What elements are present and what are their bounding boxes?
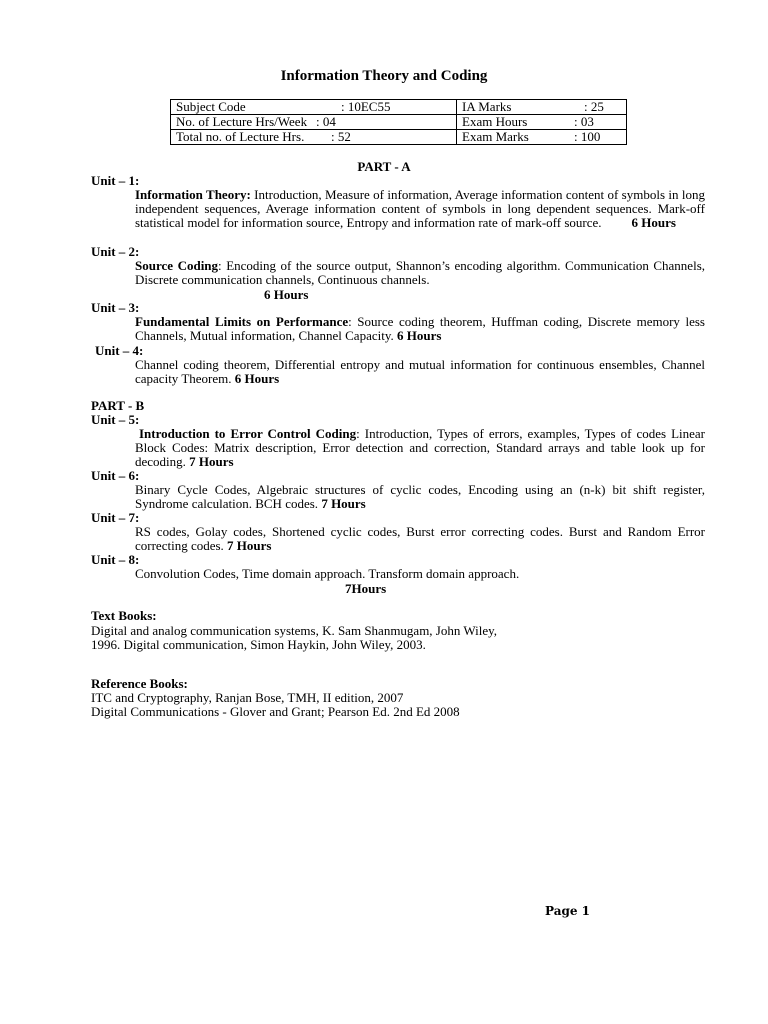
unit-1-text: Introduction, Measure of information, Average information content of symbols in long independent sequences, Average information content of symbols in long dependent sequences. Mark-off statistical model for information source, Entropy and information rate of mark-off source. (135, 187, 705, 231)
unit-1-label: Unit – 1: (91, 173, 140, 188)
unit-1-hours: 6 Hours (631, 215, 676, 231)
text-books-heading: Text Books: (91, 608, 157, 623)
unit-5-label: Unit – 5: (91, 412, 140, 427)
cell-value: : 52 (331, 129, 351, 144)
part-a-heading: PART - A (357, 159, 411, 174)
table-cell (171, 100, 457, 115)
unit-3-hours: 6 Hours (397, 328, 442, 344)
table-row (171, 115, 627, 130)
unit-3-body (135, 315, 705, 343)
unit-1-lead: Information Theory: (135, 187, 251, 202)
document-title: Information Theory and Coding (280, 68, 488, 84)
unit-2-hours: 6 Hours (264, 287, 309, 302)
unit-7-hours: 7 Hours (227, 538, 272, 554)
unit-4-hours: 6 Hours (234, 371, 280, 387)
unit-6-text: Binary Cycle Codes, Algebraic structures of cyclic codes, Encoding using an (n-k) bit shift register, Syndrome calculation. BCH codes. (135, 482, 705, 512)
table-cell (171, 130, 457, 145)
course-info-table (170, 99, 627, 145)
unit-6-body (135, 483, 705, 511)
table-row (171, 130, 627, 145)
table-cell (457, 130, 627, 145)
unit-7-label: Unit – 7: (91, 510, 140, 525)
table-cell (457, 115, 627, 130)
cell-label: Exam Hours (462, 114, 528, 129)
unit-3-text: : Source coding theorem, Huffman coding, Discrete memory less Channels, Mutual information, Channel Capacity. (135, 314, 705, 344)
cell-value: : 10EC55 (341, 99, 391, 114)
cell-value: : 03 (574, 114, 594, 129)
part-b-heading: PART - B (91, 398, 145, 413)
cell-label: IA Marks (462, 99, 512, 114)
reference-books-heading: Reference Books: (91, 676, 188, 691)
unit-5-hours: 7 Hours (189, 454, 234, 470)
unit-2-label: Unit – 2: (91, 244, 140, 259)
unit-5-lead: Introduction to Error Control Coding (139, 426, 357, 441)
unit-3-label: Unit – 3: (91, 300, 140, 315)
page-number: Page 1 (545, 904, 591, 918)
unit-3-lead: Fundamental Limits on Performance (135, 314, 349, 329)
unit-2-lead: Source Coding (135, 258, 219, 273)
cell-value: : 04 (316, 114, 336, 129)
unit-7-text: RS codes, Golay codes, Shortened cyclic codes, Burst error correcting codes. Burst and Random Error correcting codes. (135, 524, 705, 554)
table-row (171, 100, 627, 115)
text-book-line-1: Digital and analog communication systems, K. Sam Shanmugam, John Wiley, (91, 623, 498, 638)
text-book-line-2: 1996. Digital communication, Simon Haykin, John Wiley, 2003. (91, 637, 426, 652)
cell-label: No. of Lecture Hrs/Week (176, 114, 308, 129)
unit-6-label: Unit – 6: (91, 468, 140, 483)
unit-8-label: Unit – 8: (91, 552, 140, 567)
unit-5-body (135, 427, 705, 470)
cell-label: Total no. of Lecture Hrs. (176, 129, 305, 144)
reference-book-line-1: ITC and Cryptography, Ranjan Bose, TMH, II edition, 2007 (91, 690, 404, 705)
unit-7-body (135, 525, 705, 553)
cell-value: : 25 (584, 99, 604, 114)
cell-label: Exam Marks (462, 129, 529, 144)
unit-8-hours: 7Hours (345, 581, 387, 596)
unit-5-text: : Introduction, Types of errors, examples, Types of codes Linear Block Codes: Matrix description, Error detection and correction, Standard arrays and table look up for decoding. (135, 426, 706, 470)
unit-4-body (135, 358, 705, 386)
reference-book-line-2: Digital Communications - Glover and Grant; Pearson Ed. 2nd Ed 2008 (91, 704, 460, 719)
table-cell (457, 100, 627, 115)
unit-2-body (135, 259, 705, 287)
unit-6-hours: 7 Hours (321, 496, 366, 512)
unit-8-text: Convolution Codes, Time domain approach. Transform domain approach. (135, 566, 520, 581)
unit-4-label: Unit – 4: (95, 343, 144, 358)
unit-8-body (135, 567, 705, 581)
unit-2-text: : Encoding of the source output, Shannon’s encoding algorithm. Communication Channels, Discrete communication channels, Continuous channels. (135, 258, 705, 288)
cell-value: : 100 (574, 129, 601, 144)
cell-label: Subject Code (176, 99, 246, 114)
table-cell (171, 115, 457, 130)
unit-1-body (135, 188, 705, 231)
unit-4-text: Channel coding theorem, Differential entropy and mutual information for continuous ensembles, Channel capacity Theorem. (135, 357, 705, 387)
